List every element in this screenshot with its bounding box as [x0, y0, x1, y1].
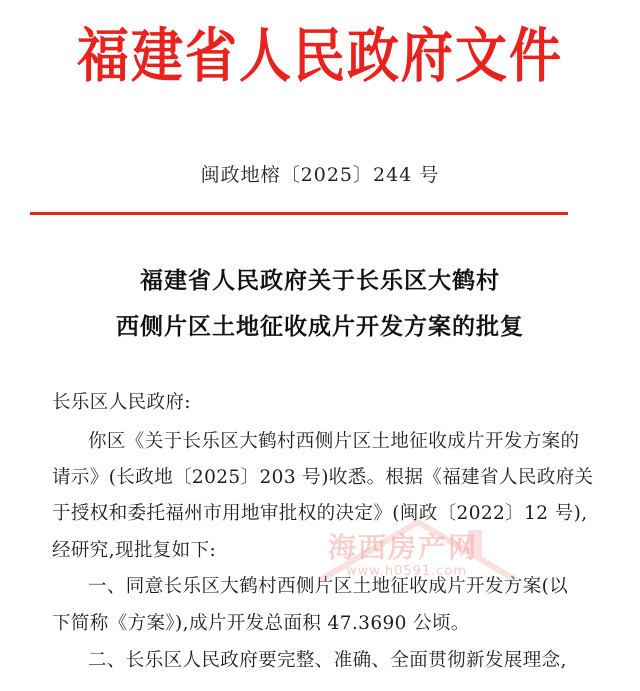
watermark-name: 海西房产网	[328, 531, 479, 564]
body-line: 于授权和委托福州市用地审批权的决定》(闽政〔2022〕12 号),	[52, 503, 588, 524]
title-line-1: 福建省人民政府关于长乐区大鹤村	[140, 268, 500, 294]
body-line: 请示》(长政地〔2025〕203 号)收悉。根据《福建省人民政府关	[52, 467, 594, 488]
document-number: 闽政地榕〔2025〕244 号	[200, 164, 440, 186]
addressee: 长乐区人民政府:	[52, 392, 191, 413]
body-line: 一、同意长乐区大鹤村西侧片区土地征收成片开发方案(以	[88, 576, 569, 597]
body-line: 二、长乐区人民政府要完整、准确、全面贯彻新发展理念,	[88, 650, 567, 671]
issuer-header: 福建省人民政府文件	[76, 23, 563, 91]
watermark-url: www.h0591.com	[346, 564, 468, 579]
body-line: 经研究,现批复如下:	[52, 540, 217, 561]
red-divider-line	[30, 212, 568, 215]
body-line: 你区《关于长乐区大鹤村西侧片区土地征收成片开发方案的	[88, 431, 580, 452]
body-line: 下简称《方案》),成片开发总面积 47.3690 公顷。	[52, 613, 470, 634]
title-line-2: 西侧片区土地征收成片开发方案的批复	[116, 314, 524, 340]
